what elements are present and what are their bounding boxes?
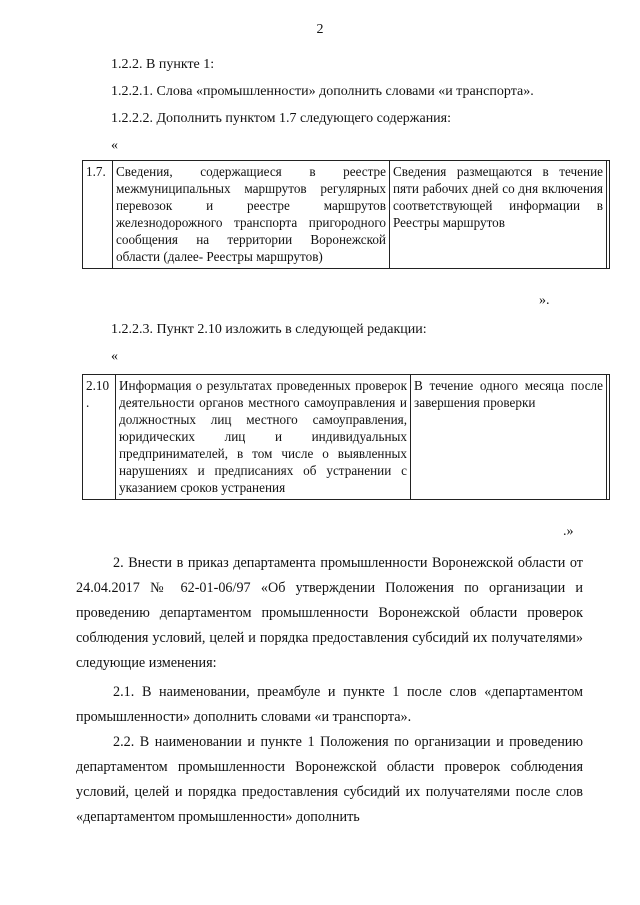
item-1-2-2: 1.2.2. В пункте 1: — [111, 57, 215, 72]
table-cell-number: 1.7. — [83, 161, 113, 269]
page-number: 2 — [316, 22, 324, 37]
paragraph-2-2: 2.2. В наименовании и пункте 1 Положения по организации и проведению департаментом промышленности Воронежской области проверок соблюдения условий, целей и порядка предоставления субсидий их получателями после слов «департаментом промышленности» дополнить — [76, 734, 583, 825]
table-cell-extra — [607, 161, 610, 269]
quote-close-1: ». — [539, 293, 550, 308]
table-cell-term: Сведения размещаются в течение пяти рабочих дней со дня включения соответствующей информации в Реестры маршрутов — [390, 161, 607, 269]
item-1-2-2-1: 1.2.2.1. Слова «промышленности» дополнить словами «и транспорта». — [111, 84, 534, 99]
amendment-table-2 — [82, 374, 610, 500]
table-row — [83, 375, 610, 500]
table-cell-number: 2.10 . — [83, 375, 116, 500]
amendment-table-1 — [82, 160, 610, 269]
quote-open-2: « — [111, 349, 118, 364]
paragraph-2-1: 2.1. В наименовании, преамбуле и пункте 1 после слов «департаментом промышленности» дополнить словами «и транспорта». — [76, 684, 583, 725]
table-row — [83, 161, 610, 269]
item-1-2-2-2: 1.2.2.2. Дополнить пунктом 1.7 следующего содержания: — [111, 111, 452, 126]
table-cell-term: В течение одного месяца после завершения проверки — [411, 375, 607, 500]
quote-open-1: « — [111, 138, 118, 153]
table-cell-extra — [607, 375, 610, 500]
paragraph-2: 2. Внести в приказ департамента промышленности Воронежской области от 24.04.2017 № 62-01-06/97 «Об утверждении Положения по организации и проведению департаментом промышленности Воронежской области проверок соблюдения условий, целей и порядка предоставления субсидий их получателями» следующие изменения: — [76, 555, 583, 671]
item-1-2-2-3: 1.2.2.3. Пункт 2.10 изложить в следующей редакции: — [111, 322, 427, 337]
quote-close-2: .» — [563, 524, 574, 539]
table-cell-description: Информация о результатах проведенных проверок деятельности органов местного самоуправления и должностных лиц местного самоуправления, юридических лиц и индивидуальных предпринимателей, в том числе о выявленных нарушениях и предписаниях об устранении с указанием сроков устранения — [116, 375, 411, 500]
table-cell-description: Сведения, содержащиеся в реестре межмуниципальных маршрутов регулярных перевозок и реестре маршрутов железнодорожного транспорта пригородного сообщения на территории Воронежской области (далее- Реестры маршрутов) — [113, 161, 390, 269]
